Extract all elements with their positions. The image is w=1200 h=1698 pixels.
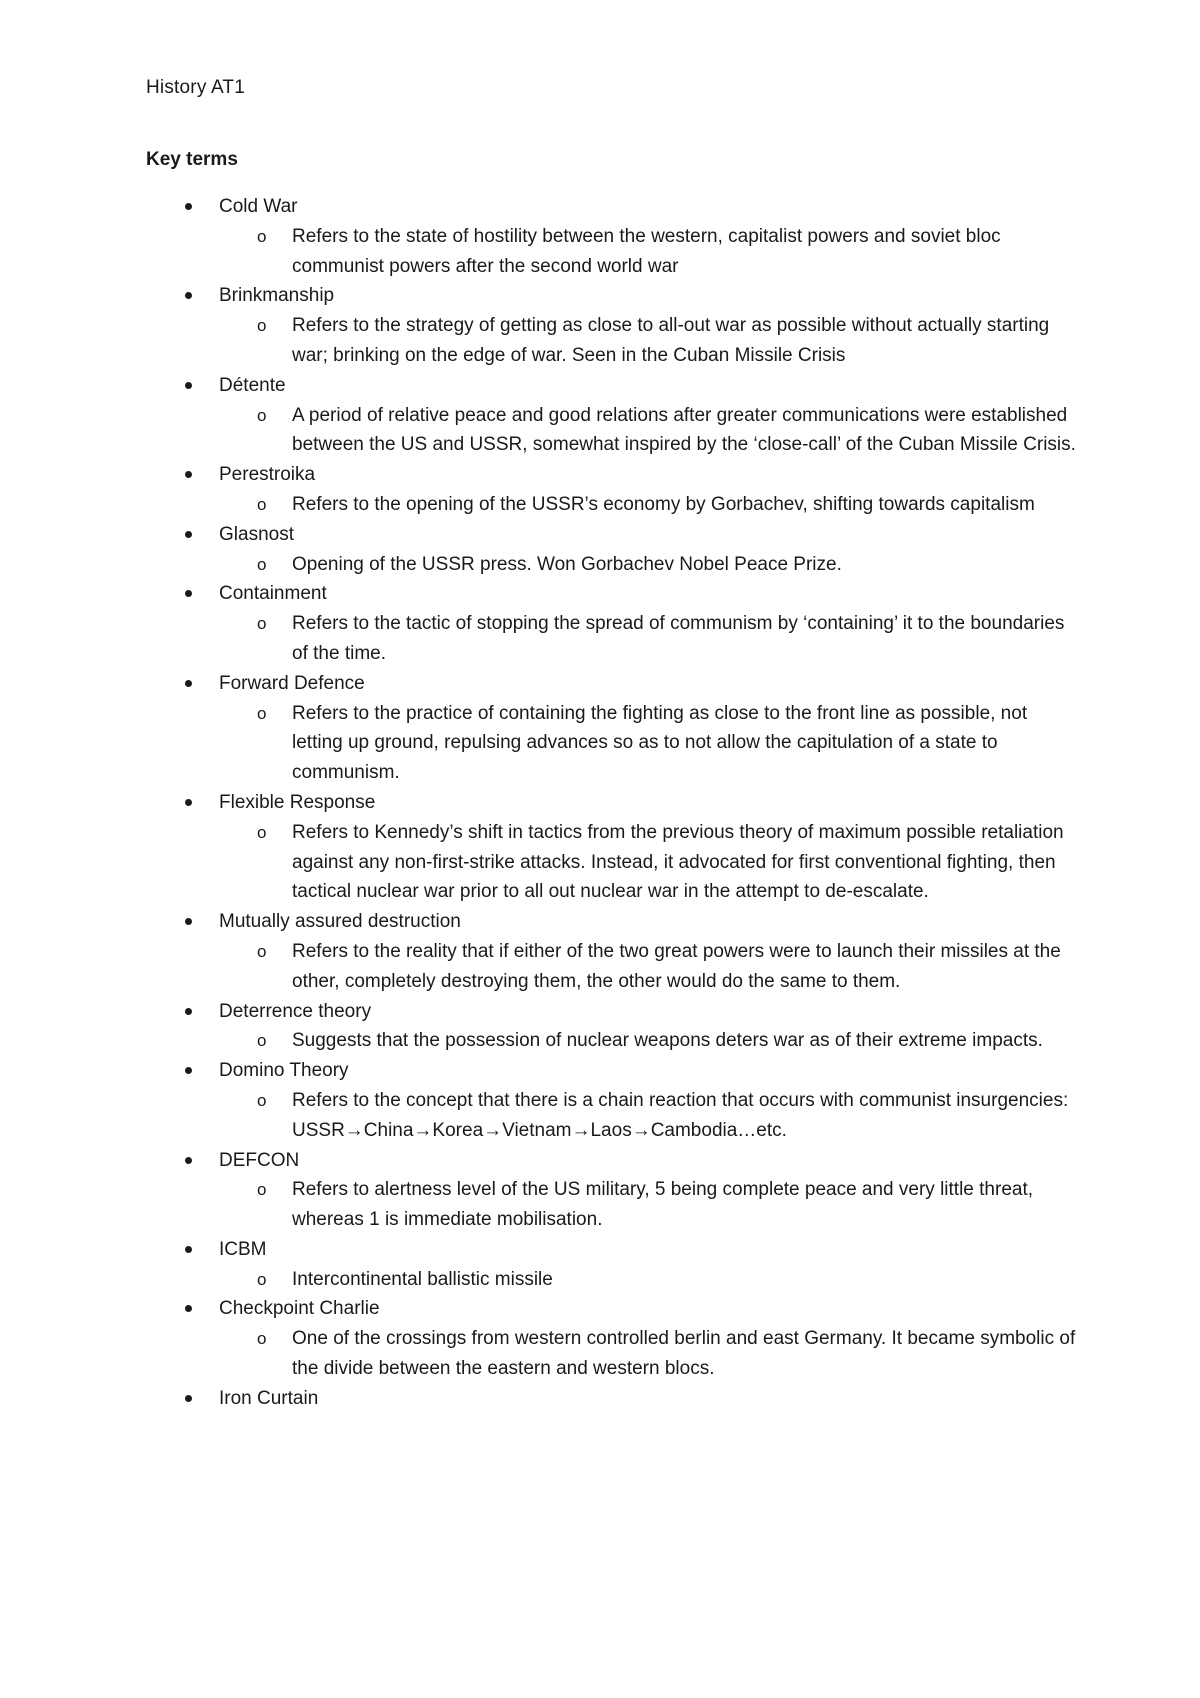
bullet-icon bbox=[185, 531, 192, 538]
term-item bbox=[146, 788, 1076, 907]
term-row bbox=[146, 1235, 1076, 1265]
term-item bbox=[146, 281, 1076, 370]
sub-bullet-icon: o bbox=[257, 554, 267, 574]
term-name: Flexible Response bbox=[219, 791, 376, 813]
term-name: ICBM bbox=[219, 1238, 267, 1260]
bullet-icon bbox=[185, 1395, 192, 1402]
term-name: Mutually assured destruction bbox=[219, 911, 461, 933]
sub-bullet-icon: o bbox=[257, 316, 267, 336]
sub-bullet-icon: o bbox=[257, 494, 267, 514]
term-name: Domino Theory bbox=[219, 1060, 349, 1082]
term-definition-row bbox=[146, 311, 1076, 371]
bullet-icon bbox=[185, 1008, 192, 1015]
term-item bbox=[146, 1384, 1076, 1414]
term-name: Perestroika bbox=[219, 464, 316, 486]
term-definition: Refers to the reality that if either of the two great powers were to launch their missiles at the other, completely destroying them, the other would do the same to them. bbox=[292, 940, 1061, 992]
bullet-icon bbox=[185, 1067, 192, 1074]
term-item bbox=[146, 192, 1076, 281]
sub-bullet-icon: o bbox=[257, 1329, 267, 1349]
term-definition: Refers to the strategy of getting as close to all-out war as possible without actually starting war; brinking on the edge of war. Seen in the Cuban Missile Crisis bbox=[292, 315, 1050, 366]
term-item bbox=[146, 520, 1076, 580]
term-row bbox=[146, 788, 1076, 818]
term-definition-row bbox=[146, 401, 1076, 461]
term-definition: A period of relative peace and good relations after greater communications were established between the US and USSR, somewhat inspired by the ‘close-call’ of the Cuban Missile Crisis. bbox=[292, 404, 1076, 456]
term-item bbox=[146, 1294, 1076, 1383]
term-row bbox=[146, 669, 1076, 699]
term-name: Deterrence theory bbox=[219, 1000, 372, 1022]
bullet-icon bbox=[185, 471, 192, 478]
section-heading: Key terms bbox=[146, 149, 238, 170]
sub-bullet-icon: o bbox=[257, 1090, 267, 1110]
bullet-icon bbox=[185, 918, 192, 925]
term-definition-row bbox=[146, 490, 1076, 520]
term-definition-row bbox=[146, 222, 1076, 282]
sub-bullet-icon: o bbox=[257, 226, 267, 246]
term-definition: Refers to the state of hostility between the western, capitalist powers and soviet bloc communist powers after the second world war bbox=[292, 225, 1001, 277]
bullet-icon bbox=[185, 1246, 192, 1253]
bullet-icon bbox=[185, 680, 192, 687]
bullet-icon bbox=[185, 590, 192, 597]
term-definition: Refers to Kennedy’s shift in tactics from the previous theory of maximum possible retaliation against any non-first-strike attacks. Instead, it advocated for first conventional fighting, then tactical nuclear war prior to all out nuclear war in the attempt to de-escalate. bbox=[292, 821, 1064, 903]
term-name: Checkpoint Charlie bbox=[219, 1298, 380, 1320]
term-name: Détente bbox=[219, 374, 286, 396]
sub-bullet-icon: o bbox=[257, 1180, 267, 1200]
sub-bullet-icon: o bbox=[257, 614, 267, 634]
term-definition-row bbox=[146, 1026, 1076, 1056]
term-definition-row bbox=[146, 550, 1076, 580]
bullet-icon bbox=[185, 382, 192, 389]
term-definition: Refers to alertness level of the US military, 5 being complete peace and very little threat, whereas 1 is immediate mobilisation. bbox=[292, 1179, 1034, 1231]
term-name: Brinkmanship bbox=[219, 285, 335, 307]
term-definition: One of the crossings from western controlled berlin and east Germany. It became symbolic of the divide between the eastern and western blocs. bbox=[292, 1328, 1076, 1380]
term-item bbox=[146, 1146, 1076, 1235]
term-definition: Refers to the practice of containing the fighting as close to the front line as possible, not letting up ground, repulsing advances so as to not allow the capitulation of a state to communism. bbox=[292, 702, 1028, 784]
term-definition-row bbox=[146, 1086, 1076, 1146]
term-row bbox=[146, 281, 1076, 311]
term-definition: Refers to the tactic of stopping the spread of communism by ‘containing’ it to the boundaries of the time. bbox=[292, 613, 1065, 664]
term-definition: Suggests that the possession of nuclear weapons deters war as of their extreme impacts. bbox=[292, 1030, 1043, 1052]
term-item bbox=[146, 997, 1076, 1057]
term-name: Glasnost bbox=[219, 523, 294, 545]
term-definition-row bbox=[146, 1265, 1076, 1295]
term-definition-row bbox=[146, 818, 1076, 907]
sub-bullet-icon: o bbox=[257, 1031, 267, 1051]
term-item bbox=[146, 579, 1076, 668]
key-terms-list bbox=[146, 192, 1076, 1414]
term-item bbox=[146, 1235, 1076, 1295]
term-definition: Opening of the USSR press. Won Gorbachev Nobel Peace Prize. bbox=[292, 553, 842, 575]
sub-bullet-icon: o bbox=[257, 941, 267, 961]
bullet-icon bbox=[185, 292, 192, 299]
term-row bbox=[146, 371, 1076, 401]
term-row bbox=[146, 579, 1076, 609]
term-definition-row bbox=[146, 1324, 1076, 1384]
term-definition: Intercontinental ballistic missile bbox=[292, 1268, 553, 1290]
term-row bbox=[146, 460, 1076, 490]
sub-bullet-icon: o bbox=[257, 822, 267, 842]
bullet-icon bbox=[185, 1305, 192, 1312]
term-item bbox=[146, 1056, 1076, 1145]
bullet-icon bbox=[185, 1157, 192, 1164]
document-title: History AT1 bbox=[146, 77, 245, 98]
term-row bbox=[146, 997, 1076, 1027]
bullet-icon bbox=[185, 203, 192, 210]
term-row bbox=[146, 192, 1076, 222]
term-definition-row bbox=[146, 699, 1076, 788]
term-item bbox=[146, 907, 1076, 996]
term-definition: Refers to the concept that there is a chain reaction that occurs with communist insurgencies: USSR→China→Korea→Vietnam→Laos→Cambodia…etc. bbox=[292, 1089, 1069, 1141]
term-name: Iron Curtain bbox=[219, 1387, 319, 1409]
sub-bullet-icon: o bbox=[257, 703, 267, 723]
term-row bbox=[146, 1056, 1076, 1086]
term-row bbox=[146, 1146, 1076, 1176]
sub-bullet-icon: o bbox=[257, 1269, 267, 1289]
term-row bbox=[146, 1384, 1076, 1414]
term-name: Containment bbox=[219, 583, 327, 605]
term-row bbox=[146, 1294, 1076, 1324]
sub-bullet-icon: o bbox=[257, 405, 267, 425]
term-item bbox=[146, 371, 1076, 460]
term-definition-row bbox=[146, 609, 1076, 669]
term-definition-row bbox=[146, 937, 1076, 997]
term-item bbox=[146, 460, 1076, 520]
term-row bbox=[146, 520, 1076, 550]
term-name: DEFCON bbox=[219, 1149, 300, 1171]
bullet-icon bbox=[185, 799, 192, 806]
term-definition: Refers to the opening of the USSR’s economy by Gorbachev, shifting towards capitalism bbox=[292, 493, 1035, 515]
term-definition-row bbox=[146, 1175, 1076, 1235]
term-name: Cold War bbox=[219, 196, 298, 217]
term-item bbox=[146, 669, 1076, 788]
term-name: Forward Defence bbox=[219, 672, 365, 694]
term-row bbox=[146, 907, 1076, 937]
